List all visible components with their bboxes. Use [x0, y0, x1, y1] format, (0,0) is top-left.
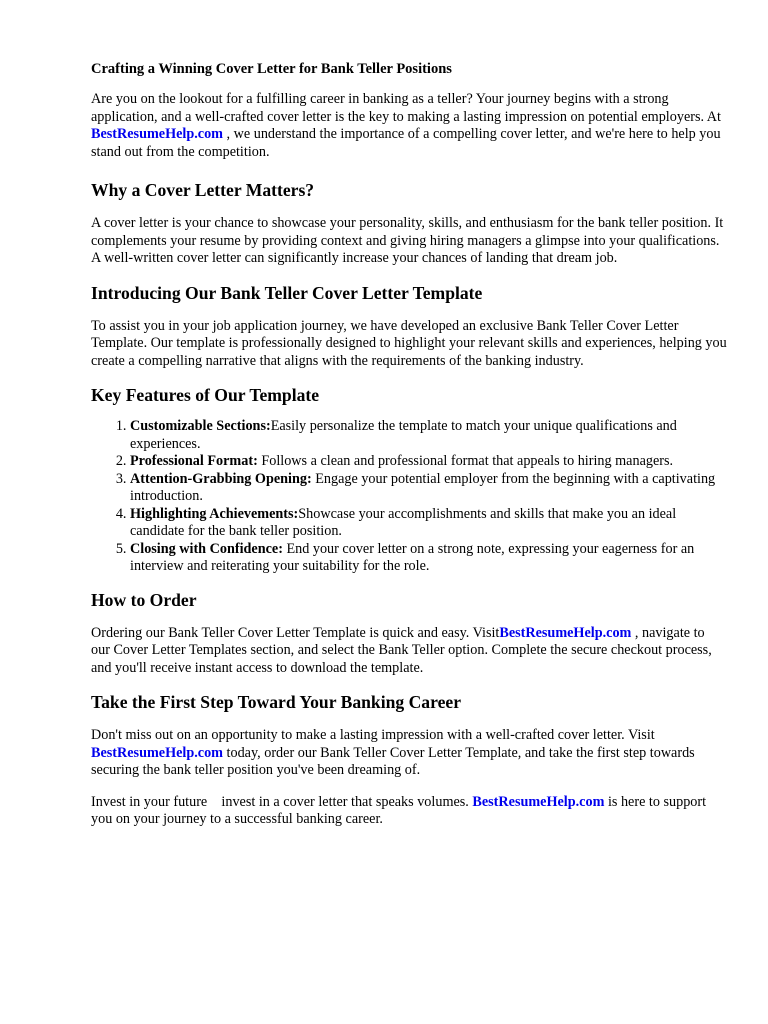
introducing-paragraph: To assist you in your job application journey, we have developed an exclusive Bank Teller Cover Letter Template. Our template is professionally designed to highlight your relevant skills and experiences, helping you create a compelling narrative that aligns with the requirements of the banking industry. [91, 317, 727, 369]
intro-paragraph [91, 91, 727, 161]
invest-link[interactable]: BestResumeHelp.com [472, 793, 605, 810]
order-text-after: , navigate to our Cover Letter Templates section, and select the Bank Teller option. Complete the secure checkout process, and you'll receive instant access to download the template. [91, 624, 712, 676]
heading-introducing-template: Introducing Our Bank Teller Cover Letter Template [91, 282, 483, 303]
list-item [130, 471, 727, 506]
feature-text: Engage your potential employer from the beginning with a captivating introduction. [130, 470, 716, 504]
invest-paragraph [91, 794, 727, 829]
first-step-text-before: Don't miss out on an opportunity to make a lasting impression with a well-crafted cover letter. Visit [91, 727, 655, 743]
first-step-paragraph [91, 727, 727, 780]
document-content [91, 60, 727, 829]
feature-name: Closing with Confidence: [130, 540, 283, 557]
list-item [130, 418, 727, 453]
invest-text-before: Invest in your future invest in a cover letter that speaks volumes. [91, 793, 473, 810]
order-paragraph [91, 625, 727, 678]
intro-link[interactable]: BestResumeHelp.com [91, 126, 223, 142]
heading-why-cover-letter: Why a Cover Letter Matters? [91, 180, 315, 200]
list-item [130, 453, 727, 471]
feature-text: Easily personalize the template to match your unique qualifications and experiences. [130, 418, 677, 452]
heading-key-features: Key Features of Our Template [91, 385, 320, 405]
feature-name: Attention-Grabbing Opening: [130, 470, 312, 487]
list-item [130, 541, 727, 576]
invest-text-after: is here to support you on your journey to a successful banking career. [91, 793, 710, 827]
intro-text-before: Are you on the lookout for a fulfilling career in banking as a teller? Your journey begins with a strong application, and a well-crafted cover letter is the key to making a lasting impression on potential employers. At [91, 91, 721, 125]
heading-how-to-order: How to Order [91, 589, 197, 610]
feature-name: Highlighting Achievements: [130, 505, 299, 522]
list-item [130, 506, 727, 541]
feature-text: Showcase your accomplishments and skills that make you an ideal candidate for the bank teller position. [130, 505, 677, 539]
feature-name: Customizable Sections: [130, 418, 271, 434]
first-step-text-after: today, order our Bank Teller Cover Letter Template, and take the first step towards securing the bank teller position you've been dreaming of. [91, 744, 695, 778]
feature-text: Follows a clean and professional format that appeals to hiring managers. [257, 453, 674, 469]
document-title: Crafting a Winning Cover Letter for Bank Teller Positions [91, 61, 452, 77]
order-text-before: Ordering our Bank Teller Cover Letter Template is quick and easy. Visit [91, 624, 500, 641]
first-step-link[interactable]: BestResumeHelp.com [91, 744, 223, 761]
heading-first-step: Take the First Step Toward Your Banking Career [91, 692, 461, 712]
feature-text: End your cover letter on a strong note, expressing your eagerness for an interview and reiterating your suitability for the role. [130, 540, 695, 574]
feature-name: Professional Format: [130, 453, 258, 469]
features-list [91, 418, 727, 576]
order-link[interactable]: BestResumeHelp.com [499, 624, 632, 641]
intro-text-after: , we understand the importance of a compelling cover letter, and we're here to help you stand out from the competition. [91, 126, 721, 160]
why-paragraph: A cover letter is your chance to showcase your personality, skills, and enthusiasm for the bank teller position. It complements your resume by providing context and giving hiring managers a glimpse into your qualifications. A well-written cover letter can significantly increase your chances of landing that dream job. [91, 215, 724, 266]
